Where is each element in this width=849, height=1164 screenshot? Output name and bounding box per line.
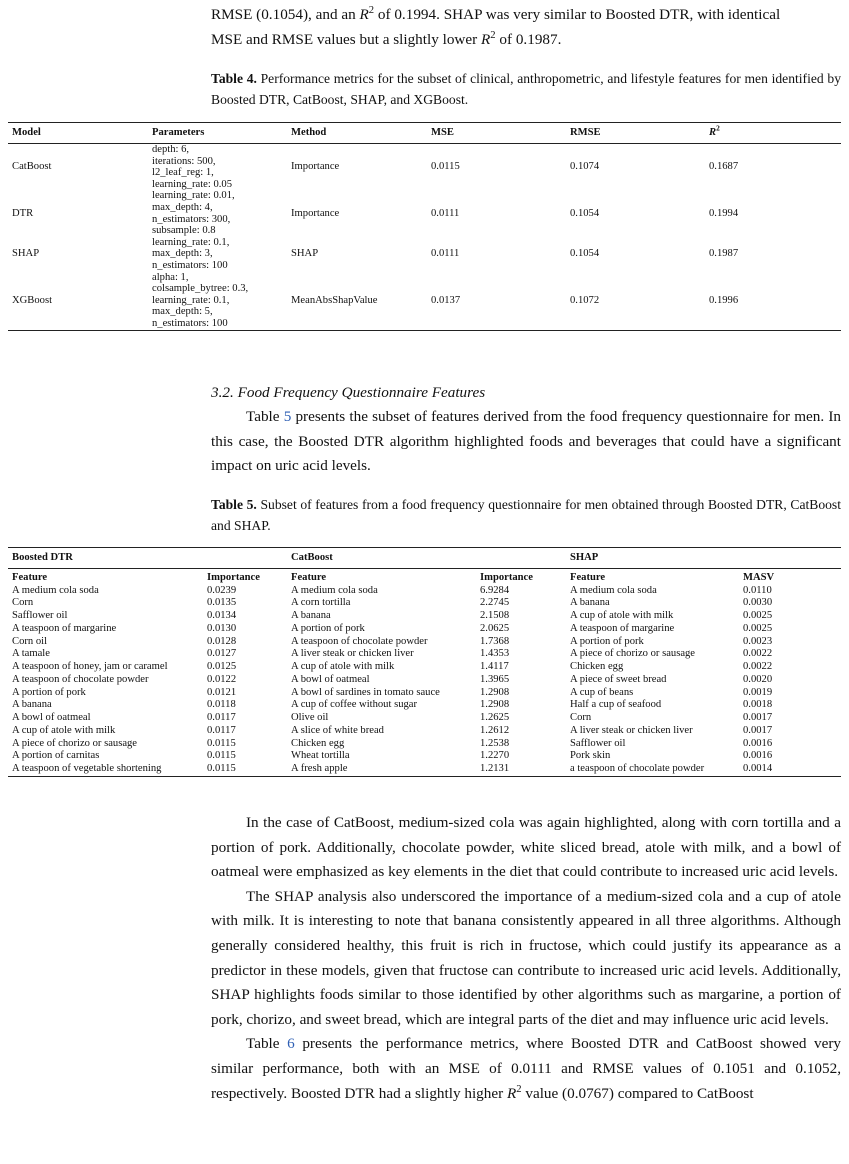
importance-cell: 0.0121 bbox=[207, 686, 237, 698]
feature-cell: Pork skin bbox=[570, 750, 611, 762]
parameter-line: learning_rate: 0.1, bbox=[152, 294, 230, 306]
feature-cell: A bowl of oatmeal bbox=[12, 712, 91, 723]
parameter-line: iterations: 500, bbox=[152, 155, 216, 167]
feature-cell: Olive oil bbox=[291, 712, 329, 723]
table-row bbox=[8, 661, 841, 674]
importance-cell: 1.7368 bbox=[480, 635, 510, 647]
importance-cell: 1.2538 bbox=[480, 737, 510, 749]
masv-cell: 0.0022 bbox=[743, 661, 773, 672]
parameter-line: learning_rate: 0.01, bbox=[152, 190, 235, 202]
masv-cell: 0.0023 bbox=[743, 635, 773, 647]
parameter-line: subsample: 0.8 bbox=[152, 225, 216, 237]
table5-subheader: MASV bbox=[743, 571, 775, 583]
intro-paragraph: RMSE (0.1054), and an $R^2$ of 0.1994. SHAP was very similar to Boosted DTR, with identical MSE and RMSE values but a slightly lower $R^2$ of 0.1987. bbox=[211, 4, 781, 48]
feature-cell: A banana bbox=[570, 597, 610, 609]
masv-cell: 0.0014 bbox=[743, 763, 773, 774]
parameter-line: n_estimators: 100 bbox=[152, 317, 228, 329]
masv-cell: 0.0017 bbox=[743, 712, 773, 723]
masv-cell: 0.0020 bbox=[743, 673, 773, 685]
r2-cell: 0.1996 bbox=[709, 294, 739, 306]
importance-cell: 1.2908 bbox=[480, 699, 510, 711]
table5 bbox=[8, 547, 841, 777]
feature-cell: A cup of atole with milk bbox=[12, 724, 116, 736]
body-paragraph-1: In the case of CatBoost, medium-sized cola was again highlighted, along with corn tortilla and a portion of pork. Additionally, chocolate powder, white sliced bread, atole with milk, and a bowl of oatmeal were emphasized as key elements in the diet that could contribute to increased uric acid levels. bbox=[211, 814, 841, 881]
feature-cell: Half a cup of seafood bbox=[570, 699, 662, 711]
feature-cell: A slice of white bread bbox=[291, 724, 384, 736]
body-text bbox=[211, 811, 841, 1106]
masv-cell: 0.0025 bbox=[743, 622, 773, 634]
feature-cell: A teaspoon of chocolate powder bbox=[12, 673, 149, 685]
masv-cell: 0.0022 bbox=[743, 648, 773, 660]
section-paragraph: Table 5 presents the subset of features derived from the food frequency questionnaire for men. In this case, the Boosted DTR algorithm highlighted foods and beverages that could have a significant impact on uric acid levels. bbox=[211, 408, 841, 475]
feature-cell: A corn tortilla bbox=[291, 597, 351, 609]
table5-subheader: Importance bbox=[480, 571, 533, 583]
mse-cell: 0.0111 bbox=[431, 207, 460, 219]
feature-cell: A tamale bbox=[12, 648, 50, 660]
table-row bbox=[8, 687, 841, 700]
parameter-line: depth: 6, bbox=[152, 144, 190, 155]
method-cell: SHAP bbox=[291, 248, 319, 260]
importance-cell: 1.2625 bbox=[480, 712, 510, 723]
feature-cell: A cup of coffee without sugar bbox=[291, 699, 418, 711]
feature-cell: Wheat tortilla bbox=[291, 750, 350, 762]
table6-link[interactable]: 6 bbox=[287, 1035, 295, 1053]
table-row bbox=[8, 648, 841, 661]
feature-cell: Safflower oil bbox=[12, 610, 68, 621]
feature-cell: A liver steak or chicken liver bbox=[291, 648, 414, 660]
table5-subheader: Feature bbox=[12, 571, 48, 583]
feature-cell: A portion of pork bbox=[570, 635, 644, 647]
table4-header-parameters: Parameters bbox=[152, 127, 205, 139]
importance-cell: 1.2131 bbox=[480, 763, 510, 774]
importance-cell: 0.0135 bbox=[207, 597, 237, 609]
table-row bbox=[8, 750, 841, 763]
mse-cell: 0.0115 bbox=[431, 161, 460, 173]
feature-cell: A teaspoon of vegetable shortening bbox=[12, 763, 162, 774]
mse-cell: 0.0137 bbox=[431, 294, 461, 306]
table5-link[interactable]: 5 bbox=[283, 408, 292, 425]
importance-cell: 2.1508 bbox=[480, 610, 510, 621]
parameter-line: learning_rate: 0.1, bbox=[152, 236, 230, 248]
table4 bbox=[8, 122, 841, 331]
rmse-cell: 0.1074 bbox=[570, 161, 600, 173]
feature-cell: A piece of chorizo or sausage bbox=[570, 648, 696, 660]
table-row bbox=[8, 712, 841, 725]
table5-group-shap: SHAP bbox=[570, 551, 599, 563]
section-3-2 bbox=[211, 381, 841, 479]
table-row bbox=[8, 763, 841, 776]
table5-group-boosted-dtr: Boosted DTR bbox=[12, 551, 73, 563]
importance-cell: 0.0125 bbox=[207, 661, 237, 672]
table5-caption: Table 5. Subset of features from a food frequency questionnaire for men obtained through Boosted DTR, CatBoost and SHAP. bbox=[211, 497, 841, 533]
feature-cell: Chicken egg bbox=[570, 661, 624, 672]
table-row bbox=[8, 699, 841, 712]
feature-cell: Chicken egg bbox=[291, 737, 345, 749]
r2-cell: 0.1987 bbox=[709, 248, 739, 260]
rmse-cell: 0.1072 bbox=[570, 294, 600, 306]
rmse-cell: 0.1054 bbox=[570, 248, 600, 260]
feature-cell: A piece of sweet bread bbox=[570, 673, 667, 685]
feature-cell: A banana bbox=[291, 610, 331, 621]
table4-header-model: Model bbox=[12, 127, 41, 139]
importance-cell: 1.2270 bbox=[480, 750, 510, 762]
feature-cell: A teaspoon of honey, jam or caramel bbox=[12, 661, 168, 672]
importance-cell: 0.0115 bbox=[207, 750, 236, 762]
feature-cell: Corn bbox=[570, 712, 592, 723]
masv-cell: 0.0016 bbox=[743, 737, 773, 749]
feature-cell: A cup of beans bbox=[570, 686, 634, 698]
table5-subheader-row bbox=[8, 569, 841, 585]
table4-label: Table 4. bbox=[211, 71, 257, 86]
table5-subheader: Feature bbox=[570, 571, 606, 583]
table5-group-row bbox=[8, 548, 841, 569]
feature-cell: Corn oil bbox=[12, 635, 48, 647]
feature-cell: A banana bbox=[12, 699, 52, 711]
table4-header-r2: $R^2$ bbox=[709, 123, 720, 139]
importance-cell: 0.0127 bbox=[207, 648, 237, 660]
importance-cell: 0.0117 bbox=[207, 724, 236, 736]
table-row bbox=[8, 237, 841, 272]
model-cell: XGBoost bbox=[12, 294, 53, 306]
parameter-line: max_depth: 4, bbox=[152, 201, 213, 213]
importance-cell: 0.0128 bbox=[207, 635, 237, 647]
feature-cell: A cup of atole with milk bbox=[291, 661, 395, 672]
parameter-line: learning_rate: 0.05 bbox=[152, 178, 233, 190]
table-row bbox=[8, 272, 841, 330]
table4-caption: Table 4. Performance metrics for the subset of clinical, anthropometric, and lifestyle features for men identified by Boosted DTR, CatBoost, SHAP, and XGBoost. bbox=[211, 71, 841, 107]
method-cell: MeanAbsShapValue bbox=[291, 294, 378, 306]
masv-cell: 0.0110 bbox=[743, 584, 772, 596]
feature-cell: a teaspoon of chocolate powder bbox=[570, 763, 705, 774]
feature-cell: Corn bbox=[12, 597, 34, 609]
importance-cell: 0.0118 bbox=[207, 699, 236, 711]
table5-group-catboost: CatBoost bbox=[291, 551, 333, 563]
feature-cell: A teaspoon of margarine bbox=[570, 622, 675, 634]
method-cell: Importance bbox=[291, 207, 340, 219]
masv-cell: 0.0019 bbox=[743, 686, 773, 698]
importance-cell: 6.9284 bbox=[480, 584, 510, 596]
importance-cell: 1.2612 bbox=[480, 724, 510, 736]
importance-cell: 0.0130 bbox=[207, 622, 237, 634]
importance-cell: 1.4353 bbox=[480, 648, 510, 660]
masv-cell: 0.0030 bbox=[743, 597, 773, 609]
table-row bbox=[8, 674, 841, 687]
feature-cell: A bowl of oatmeal bbox=[291, 673, 370, 685]
table-row bbox=[8, 585, 841, 598]
feature-cell: A teaspoon of chocolate powder bbox=[291, 635, 428, 647]
r2-cell: 0.1687 bbox=[709, 161, 739, 173]
body-paragraph-2: The SHAP analysis also underscored the importance of a medium-sized cola and a cup of atole with milk. It is interesting to note that banana consistently appeared in all three algorithms. Although generally considered healthy, this fruit is rich in fructose, which could justify its appearance as a predictor in these models, given that fructose can contribute to increased uric acid levels. Additionally, SHAP highlights foods similar to those identified by other algorithms such as margarine, a portion of pork, chorizo, and sweet bread, which are integral parts of the diet and may influence uric acid levels. bbox=[211, 887, 841, 1028]
table-row bbox=[8, 738, 841, 751]
masv-cell: 0.0017 bbox=[743, 724, 773, 736]
importance-cell: 0.0115 bbox=[207, 737, 236, 749]
importance-cell: 2.2745 bbox=[480, 597, 510, 609]
table-row bbox=[8, 190, 841, 236]
masv-cell: 0.0025 bbox=[743, 610, 773, 621]
feature-cell: A medium cola soda bbox=[12, 584, 99, 596]
feature-cell: A bowl of sardines in tomato sauce bbox=[291, 686, 440, 698]
parameter-line: l2_leaf_reg: 1, bbox=[152, 167, 214, 179]
feature-cell: A liver steak or chicken liver bbox=[570, 724, 693, 736]
model-cell: SHAP bbox=[12, 248, 40, 260]
feature-cell: A piece of chorizo or sausage bbox=[12, 737, 138, 749]
importance-cell: 2.0625 bbox=[480, 622, 510, 634]
feature-cell: A teaspoon of margarine bbox=[12, 622, 117, 634]
parameters-cell bbox=[148, 144, 287, 191]
table-row bbox=[8, 636, 841, 649]
importance-cell: 0.0117 bbox=[207, 712, 236, 723]
masv-cell: 0.0018 bbox=[743, 699, 773, 711]
importance-cell: 0.0122 bbox=[207, 673, 237, 685]
table4-header-row bbox=[8, 123, 841, 144]
table5-subheader: Importance bbox=[207, 571, 260, 583]
parameter-line: max_depth: 3, bbox=[152, 248, 213, 260]
table4-header-mse: MSE bbox=[431, 127, 454, 139]
parameter-line: n_estimators: 300, bbox=[152, 213, 231, 225]
model-cell: CatBoost bbox=[12, 161, 52, 173]
feature-cell: A fresh apple bbox=[291, 763, 348, 774]
parameters-cell bbox=[148, 190, 287, 236]
model-cell: DTR bbox=[12, 207, 34, 219]
table-row bbox=[8, 597, 841, 610]
body-paragraph-3: Table 6 presents the performance metrics, where Boosted DTR and CatBoost showed very similar performance, both with an MSE of 0.0111 and RMSE values of 0.1051 and 0.1052, respectively. Boosted DTR had a slightly higher $R^2$ value (0.0767) compared to CatBoost bbox=[211, 1035, 841, 1102]
importance-cell: 0.0115 bbox=[207, 763, 236, 774]
table5-subheader: Feature bbox=[291, 571, 327, 583]
parameter-line: n_estimators: 100 bbox=[152, 259, 228, 271]
parameter-line: max_depth: 5, bbox=[152, 306, 213, 318]
table5-label: Table 5. bbox=[211, 497, 257, 512]
feature-cell: A medium cola soda bbox=[570, 584, 657, 596]
feature-cell: A portion of pork bbox=[291, 622, 365, 634]
feature-cell: A medium cola soda bbox=[291, 584, 378, 596]
feature-cell: A portion of carnitas bbox=[12, 750, 100, 762]
importance-cell: 1.2908 bbox=[480, 686, 510, 698]
masv-cell: 0.0016 bbox=[743, 750, 773, 762]
table-row bbox=[8, 610, 841, 623]
table-row bbox=[8, 725, 841, 738]
feature-cell: A portion of pork bbox=[12, 686, 86, 698]
importance-cell: 1.4117 bbox=[480, 661, 509, 672]
method-cell: Importance bbox=[291, 161, 340, 173]
rmse-cell: 0.1054 bbox=[570, 207, 600, 219]
table-row bbox=[8, 144, 841, 191]
section-heading: 3.2. Food Frequency Questionnaire Features bbox=[211, 384, 486, 401]
feature-cell: A cup of atole with milk bbox=[570, 610, 674, 621]
importance-cell: 0.0239 bbox=[207, 584, 237, 596]
parameter-line: alpha: 1, bbox=[152, 271, 189, 283]
parameters-cell bbox=[148, 237, 287, 272]
parameter-line: colsample_bytree: 0.3, bbox=[152, 283, 249, 295]
importance-cell: 0.0134 bbox=[207, 610, 237, 621]
mse-cell: 0.0111 bbox=[431, 248, 460, 260]
table4-header-method: Method bbox=[291, 127, 327, 139]
feature-cell: Safflower oil bbox=[570, 737, 626, 749]
r2-cell: 0.1994 bbox=[709, 207, 739, 219]
table-row bbox=[8, 623, 841, 636]
table4-header-rmse: RMSE bbox=[570, 127, 601, 139]
parameters-cell bbox=[148, 272, 287, 330]
importance-cell: 1.3965 bbox=[480, 673, 510, 685]
